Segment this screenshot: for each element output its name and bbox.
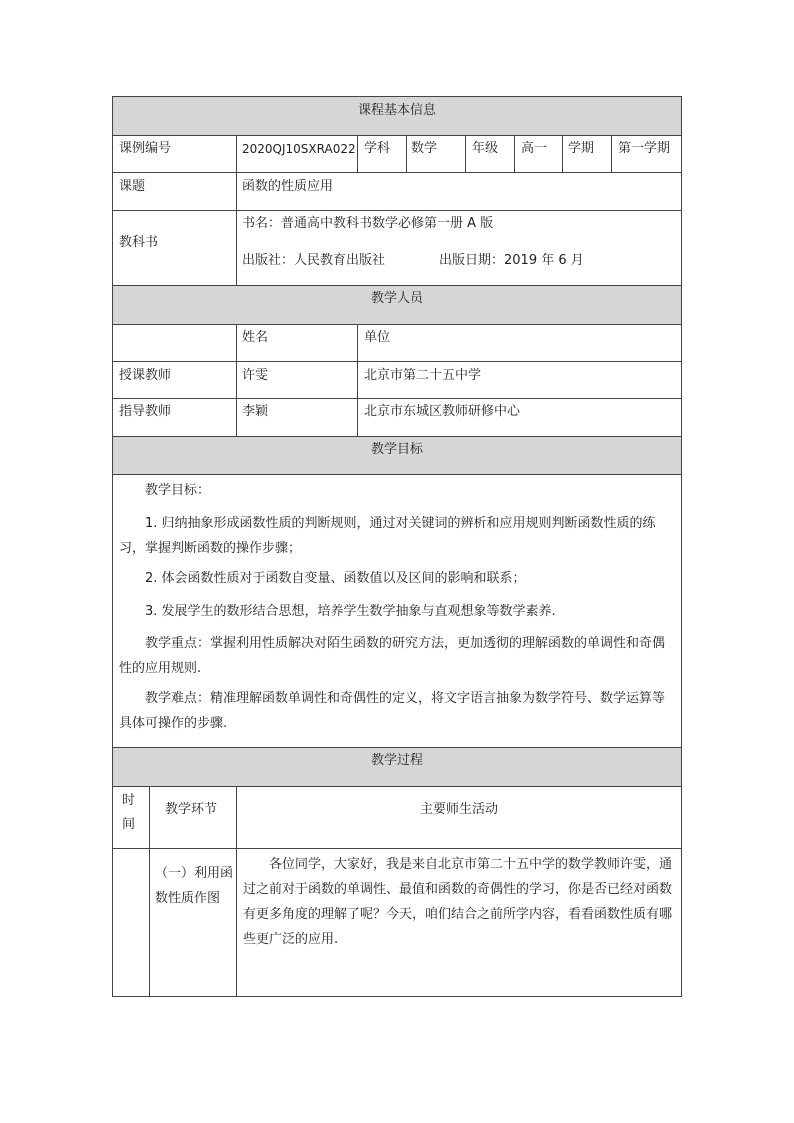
case-no-label: 课例编号 xyxy=(119,141,172,156)
textbook-label: 教科书 xyxy=(119,235,159,250)
staff-name: 许雯 xyxy=(242,368,269,383)
section-header-basic-info: 课程基本信息 xyxy=(113,97,681,135)
staff-name: 李颖 xyxy=(242,404,269,419)
process-stage-header: 教学环节 xyxy=(165,802,218,817)
section-header-process: 教学过程 xyxy=(113,748,681,786)
textbook-publisher: 出版社：人民教育出版社 xyxy=(242,253,386,268)
goal-item: 1. 归纳抽象形成函数性质的判断规则，通过对关键词的辨析和应用规则判断函数性质的练习，掌握判断函数的操作步骤； xyxy=(119,516,656,556)
staff-unit: 北京市东城区教师研修中心 xyxy=(364,404,521,419)
case-no-value: 2020QJ10SXRA022 xyxy=(242,142,356,156)
textbook-pub-date: 出版日期：2019 年 6 月 xyxy=(439,253,584,268)
staff-role: 授课教师 xyxy=(119,368,172,383)
subject-label: 学科 xyxy=(364,141,391,156)
staff-unit-header: 单位 xyxy=(364,330,391,345)
lesson-info-table xyxy=(112,96,682,997)
goals-intro: 教学目标： xyxy=(145,483,211,498)
subject-value: 数学 xyxy=(411,141,438,156)
process-activity: 各位同学，大家好，我是来自北京市第二十五中学的数学教师许雯，通过之前对于函数的单调性、最值和函数的奇偶性的学习，你是否已经对函数有更多角度的理解了呢？今天，咱们结合之前所学内容，看看函数性质有哪些更广泛的应用. xyxy=(243,857,673,947)
goal-item: 3. 发展学生的数形结合思想，培养学生数学抽象与直观想象等数学素养. xyxy=(145,604,556,619)
process-time-header: 时间 xyxy=(122,793,136,832)
term-value: 第一学期 xyxy=(618,141,671,156)
process-activity-header: 主要师生活动 xyxy=(419,802,498,817)
section-header-goals: 教学目标 xyxy=(113,437,681,474)
topic-label: 课题 xyxy=(119,179,146,194)
grade-label: 年级 xyxy=(472,141,499,156)
staff-unit: 北京市第二十五中学 xyxy=(364,368,482,383)
grade-value: 高一 xyxy=(521,141,548,156)
staff-name-header: 姓名 xyxy=(242,330,269,345)
process-stage: （一）利用函数性质作图 xyxy=(155,866,234,906)
goals-content xyxy=(113,475,681,747)
difficulties: 教学难点：精准理解函数单调性和奇偶性的定义，将文字语言抽象为数学符号、数学运算等具体可操作的步骤. xyxy=(119,691,666,731)
key-points: 教学重点：掌握利用性质解决对陌生函数的研究方法，更加透彻的理解函数的单调性和奇偶性的应用规则. xyxy=(119,636,666,676)
goal-item: 2. 体会函数性质对于函数自变量、函数值以及区间的影响和联系； xyxy=(145,571,526,586)
term-label: 学期 xyxy=(568,141,595,156)
topic-value: 函数的性质应用 xyxy=(242,179,334,194)
staff-role: 指导教师 xyxy=(119,404,172,419)
textbook-name: 书名：普通高中教科书数学必修第一册 A 版 xyxy=(242,216,494,231)
section-header-staff: 教学人员 xyxy=(113,286,681,324)
